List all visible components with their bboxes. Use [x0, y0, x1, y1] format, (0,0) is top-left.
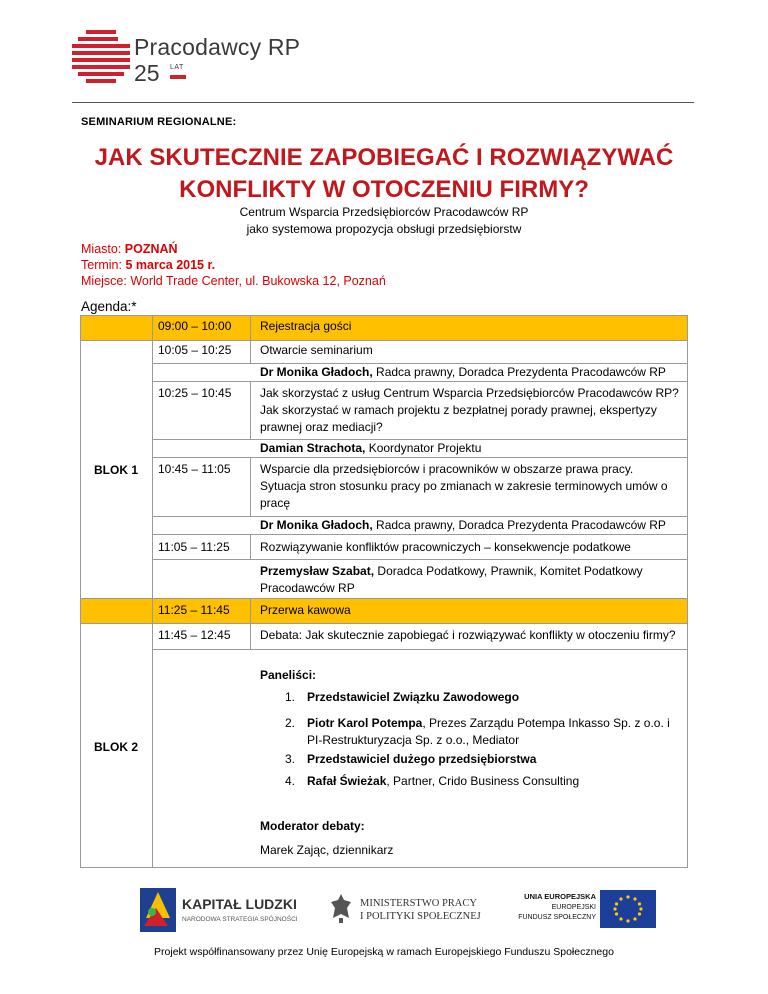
- speaker-name: Dr Monika Gładoch,: [260, 365, 373, 379]
- eu-line-1: UNIA EUROPEJSKA: [524, 892, 596, 901]
- speaker-role: Doradca Podatkowy, Prawnik, Komitet Podatkowy Pracodawców RP: [260, 564, 643, 595]
- panelist-role: , Prezes Zarządu Potempa Inkasso Sp. z o.o. i PI-Restrukturyzacja Sp. z o.o., Mediator: [307, 716, 670, 747]
- sponsor-logos: [140, 886, 660, 936]
- speaker: [260, 440, 481, 457]
- moderator-label: Moderator debaty:: [260, 819, 365, 833]
- agenda-item: Rejestracja gości: [260, 319, 352, 333]
- table-border: [80, 315, 81, 868]
- date-label: Termin:: [81, 258, 122, 272]
- subtitle-line-1: Centrum Wsparcia Przedsiębiorców Pracodawców RP: [239, 205, 529, 219]
- pracodawcy-rp-logo: [72, 30, 312, 90]
- block-2-label: BLOK 2: [94, 740, 139, 754]
- info-city: [81, 242, 178, 256]
- info-place: [81, 274, 386, 288]
- logo-years-unit: LAT: [170, 64, 184, 71]
- table-column-divider: [250, 315, 251, 363]
- panelist-number: 3.: [285, 752, 296, 766]
- table-row-divider: [80, 340, 152, 341]
- table-column-divider: [250, 534, 251, 559]
- speaker-name: Przemysław Szabat,: [260, 564, 375, 578]
- panelist-role: , Partner, Crido Business Consulting: [386, 774, 580, 788]
- seminar-type: SEMINARIUM REGIONALNE:: [81, 116, 237, 128]
- panelist-number: 1.: [285, 690, 296, 704]
- funding-note: Projekt współfinansowany przez Unię Europejską w ramach Europejskiego Funduszu Społecznego: [154, 946, 614, 958]
- table-border: [687, 315, 688, 868]
- panelist-number: 4.: [285, 774, 296, 788]
- table-border: [80, 867, 688, 868]
- table-row-divider: [152, 534, 688, 535]
- info-date: [81, 258, 215, 272]
- panelist-name: Rafał Świeżak: [307, 774, 387, 788]
- date-value: 5 marca 2015 r.: [125, 258, 216, 272]
- kapital-ludzki-logo: [140, 886, 300, 936]
- agenda-time: 10:25 – 10:45: [158, 386, 232, 400]
- panelists-label: Paneliści:: [260, 668, 317, 682]
- agenda-item: Jak skorzystać z usług Centrum Wsparcia Przedsiębiorców Pracodawców RP? Jak skorzystać w ramach projektu z bezpłatnej porady prawnej, ekspertyzy prawnej oraz mediacji?: [260, 386, 679, 434]
- agenda-time: 10:05 – 10:25: [158, 343, 232, 357]
- speaker-role: Radca prawny, Doradca Prezydenta Pracodawców RP: [372, 518, 666, 532]
- page-title: [81, 142, 687, 206]
- agenda-item: Przerwa kawowa: [260, 603, 351, 617]
- panelist: [307, 773, 579, 790]
- place-label: Miejsce:: [81, 274, 127, 288]
- eu-flag-icon: [600, 890, 656, 928]
- city-label: Miasto:: [81, 242, 122, 256]
- logo-years: 25: [134, 60, 160, 86]
- panelist-name: Przedstawiciel Związku Zawodowego: [307, 690, 520, 704]
- kl-title: KAPITAŁ LUDZKI: [182, 896, 297, 912]
- block-1-label: BLOK 1: [94, 463, 139, 477]
- eagle-emblem-icon: [330, 892, 352, 924]
- pracodawcy-stripes-icon: [72, 30, 130, 84]
- header-divider: [72, 102, 694, 103]
- speaker-role: Koordynator Projektu: [365, 441, 482, 455]
- speaker-name: Damian Strachota,: [260, 441, 366, 455]
- title-line-1: JAK SKUTECZNIE ZAPOBIEGAĆ I ROZWIĄZYWAĆ: [94, 144, 674, 171]
- agenda-label: Agenda:*: [81, 299, 137, 314]
- panelist-number: 2.: [285, 716, 296, 730]
- table-row-divider: [152, 340, 688, 341]
- logo-name: Pracodawcy RP: [134, 34, 301, 60]
- speaker-name: Dr Monika Gładoch,: [260, 518, 373, 532]
- agenda-time: 09:00 – 10:00: [158, 319, 232, 333]
- agenda-time: 11:25 – 11:45: [158, 603, 230, 617]
- table-column-divider: [250, 381, 251, 439]
- speaker: [260, 517, 666, 534]
- table-column-divider: [250, 457, 251, 516]
- ministry-line-1: MINISTERSTWO PRACY: [360, 898, 477, 909]
- table-row-divider: [152, 381, 688, 382]
- eu-logo: [512, 886, 660, 936]
- speaker: [260, 364, 666, 381]
- agenda-item: Otwarcie seminarium: [260, 343, 373, 357]
- table-row-divider: [152, 559, 688, 560]
- table-column-divider: [152, 315, 153, 868]
- panelist-name: Piotr Karol Potempa: [307, 716, 423, 730]
- kl-subtitle: NARODOWA STRATEGIA SPÓJNOŚCI: [182, 916, 298, 923]
- panelist: [307, 715, 677, 749]
- table-border: [80, 315, 688, 316]
- ministry-logo: [330, 886, 500, 936]
- agenda-table: [80, 315, 688, 868]
- title-line-2: KONFLIKTY W OTOCZENIU FIRMY?: [179, 176, 589, 203]
- eu-line-2: EUROPEJSKI: [551, 904, 596, 911]
- kapital-ludzki-star-icon: [140, 888, 176, 932]
- speaker-role: Radca prawny, Doradca Prezydenta Pracodawców RP: [372, 365, 666, 379]
- agenda-item: Rozwiązywanie konfliktów pracowniczych – konsekwencje podatkowe: [260, 540, 631, 554]
- logo-accent-bar: [170, 75, 186, 79]
- page-subtitle: [81, 204, 687, 238]
- ministry-line-2: I POLITYKI SPOŁECZNEJ: [360, 911, 481, 922]
- speaker: [260, 563, 680, 597]
- table-row-divider: [152, 457, 688, 458]
- eu-line-3: FUNDUSZ SPOŁECZNY: [518, 914, 596, 921]
- agenda-time: 10:45 – 11:05: [158, 462, 231, 476]
- agenda-time: 11:05 – 11:25: [158, 540, 230, 554]
- agenda-time: 11:45 – 12:45: [158, 628, 231, 642]
- city-value: POZNAŃ: [124, 242, 178, 256]
- place-value: World Trade Center, ul. Bukowska 12, Poznań: [130, 274, 386, 288]
- agenda-item: Debata: Jak skutecznie zapobiegać i rozwiązywać konflikty w otoczeniu firmy?: [260, 628, 676, 642]
- panelist-name: Przedstawiciel dużego przedsiębiorstwa: [307, 752, 537, 766]
- subtitle-line-2: jako systemowa propozycja obsługi przedsiębiorstw: [246, 222, 522, 236]
- table-row-divider: [80, 623, 688, 624]
- moderator-name: Marek Zając, dziennikarz: [260, 843, 394, 857]
- table-row-divider: [80, 598, 688, 599]
- agenda-item: Wsparcie dla przedsiębiorców i pracowników w obszarze prawa pracy. Sytuacja stron stosunku pracy po zmianach w zakresie terminowych umów o pracę: [260, 462, 668, 510]
- table-row-divider: [152, 649, 688, 650]
